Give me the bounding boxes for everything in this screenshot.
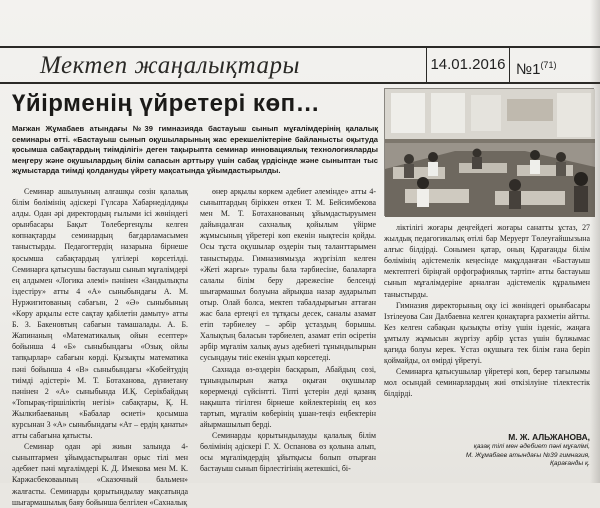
paragraph: Семинарға қатысушылар үйретері көп, берер тағылымы мол осындай семинарлардың жиі өткізілуіне тілектестік білдірді. bbox=[384, 367, 590, 399]
issue-number-main: №1 bbox=[516, 61, 541, 78]
article-column-1 bbox=[12, 186, 188, 508]
paragraph: Семинарды қорытындылауды қалалық білім бөлімінің әдіскері Г. Х. Оспанова өз қолына алып, осы мұғалімдердің ұйытқысы болып отырған бастауыш сынып бірлестігінің жетекшісі, бі- bbox=[200, 431, 376, 474]
article-headline: Үйірменің үйретері көп… bbox=[12, 90, 321, 117]
section-title: Мектеп жаңалықтары bbox=[40, 52, 300, 79]
author-name: М. Ж. АЛЬЖАНОВА, bbox=[508, 432, 590, 442]
article-column-2 bbox=[200, 186, 376, 474]
article-lead: Мағжан Жұмабаев атындағы №39 гимназияда бастауыш сынып мұғалімдерінің қалалық семинары өтті. «Бастауыш сынып оқушыларының жас ерекшеліктеріне байланысты оқытуда қосымша сабақтардың тиімділігі» деген тақырыпта семинар инновациялық технологияларды меңгеру және оқушылардың білім сапасын арттыру үшін сабақ үрдісінде және сыныптан тыс жұмыстарда тиімді қолдануды үйрету мақсатында ұйымдастырылды. bbox=[12, 124, 378, 176]
author-school: М. Жұмабаев атындағы №39 гимназия, bbox=[465, 451, 590, 459]
masthead-bottom-rule bbox=[0, 82, 600, 84]
paragraph: өнер арқылы көркем әдебиет әлеміндe» атты 4-сыныптардың біріккен өткен Т. М. Бейсимбекова мен М. Т. Ботаханованың ұйымдастыруымен дайындалған сахналық қойылым үйірме жұмысының үйретері көп екенін нықтесін қойды. Осы тұста оқушылар өздерін тың таланттарымен таныстырды. Гимназиямызда жүргізілп келген «Жеті жарғы» туралы бала тәрбиесіне, балаларға салалы білім беру дәрежесіне белсенді шығармашыл болуына айрықша назар аударылып отыр. Олай болса, мектеп табалдырығын аттаған жас бала ертеңгі ел тұтқасы десек, саналы азамат етіп тәрбиелеу – әрбір ұстаздың борышы. Халықтың баласын тәрбиелеп, азамат етіп өсіретін әрбір мұғалім халық ауыз әдебиеті тұнындылырын сусындауы тиіс екенін ұқып көрсетеді. bbox=[200, 187, 376, 363]
section-masthead bbox=[0, 46, 600, 84]
issue-date: 14.01.2016 bbox=[426, 48, 510, 82]
issue-number-total: (71) bbox=[540, 60, 557, 70]
masthead-top-rule bbox=[0, 46, 600, 48]
classroom-photo-illustration bbox=[385, 89, 595, 217]
paragraph: ліктілігі жоғары деңгейдегі жоғары санатты ұстаз, 27 жылдық педагогикалық өтілі бар Меруерт Төлеуғайшызына алғыс білдірді. Сонымен қатар, оның Қарағанды білім бөлімінің әдістемелік кеңесінде мақұлданған «Бастауыш мектептегі біріңғай орфографиялық тәртіп» атты бастауыш сынып мұғалімдеріне арналған әдістемелік құралымен таныстырды. bbox=[384, 223, 590, 299]
paragraph: Сахнада өз-өздерін басқарып, Абайдың сөзі, тұнындылырын жатқа оқыған оқушылар көрерменді сүйсінтті. Тіпті ұстерін деді қазанқ нақышта тігілген бірнеше көйлектерінің ең көз тартып, мұғалім көберінің ұшан-теңіз еңбектерін айырмашылып берді. bbox=[200, 364, 376, 429]
issue-number bbox=[512, 48, 600, 82]
paragraph: Семинар одан әрі жиын залында 4-сыныптармен ұйымдастырылған орыс тілі мен әдебиет пәні мұғалімдері К. Д. Имекова мен М. К. Каржасбековаының «Сказочный бальмен» жалғасты. Семинарды қорытындылау мақсатында шығармашылық баяу бойынша белгілен «Сахналық bbox=[12, 442, 188, 507]
author-position: қазақ тілі мен әдебиет пәні мұғалімі, bbox=[473, 443, 590, 450]
article-photo bbox=[384, 88, 594, 216]
paragraph: Семинар ашылуының алғашқы сөзін қалалық білім бөлімінің әдіскері Гүлсара Хабарнеділдиқы алды. Одан әрі директордың ғылыми ісі жөніндегі орынбасары Бақыт Төлеберғенұлы келген көпнақтарды семинардың бағдарламасымен таныстырды. Педагогтердің назарына бірнеше қосымша сабақтардың үлгілері көрсетілді. Семинарға қатысушы бастауыш сынып мұғалімдері ең алдымен «Логика әлемі» пәнінен «Зандылықты іздестіру» атты 4 «А» сыныбындағы А. М. Нуржигитованың сабағын, 2 «Ә» сыныбының «Көру арқылы есте сақтау қабілетін дамыту» атты Б. З. Бакеновтың сабағын тамашалады. А. Б. Жапинаның «Математикалық ойын есептер» бойынша 4 «Б» сыныбындағы «Озық ойлы тапқырлар» сабағын көрді. Қызықты математика пәні бойынша 4 «В» сыныбындағы «Көбейтудің тиімді әдістері» М. Т. Ботаханова, дүниетану пәнінен 2 «А» сыныбында И.Қ. Серікбайдың «Топырақ-тіршіліктің негізі» сабақтары, Қ. Н. Жылкибаеваның «Бабалар өсиеті» қосымша курсынан 3 «А» сыныбындағы «Ат – ердің қанаты» атты сабағына қатысты. bbox=[12, 187, 188, 441]
paragraph: Гимназия директорының оқу ісі жөніндегі орынбасары Ізтілеуова Сан Далбаевна келген қонақтарға рахметін айтты. Кез келген сабақын қызықты өтізу үшін ізденіс, жаңаға ұмтылу жұмысын жүргізу арбір ұстаз үшін бұлжымас қағида болуы керек. Ұстаз оқушыға тек білім ғана беріп қоймайды, ол өмірді үйретуі. bbox=[384, 300, 590, 366]
author-city: Қарағанды қ. bbox=[550, 460, 590, 468]
article-column-3 bbox=[384, 222, 590, 400]
author-signature bbox=[400, 432, 590, 469]
